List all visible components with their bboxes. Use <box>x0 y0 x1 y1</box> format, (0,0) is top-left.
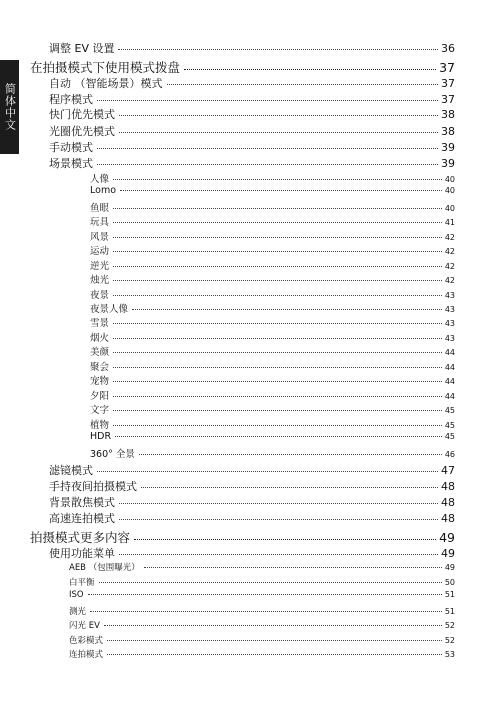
dot-leader <box>113 237 442 238</box>
toc-entry-title: 烛光 <box>90 275 110 286</box>
toc-entry-title: 场景模式 <box>49 157 93 170</box>
toc-entry-page: 43 <box>444 334 455 343</box>
dot-leader <box>113 323 442 324</box>
toc-entry[interactable] <box>69 576 455 588</box>
toc-entry-title: Lomo <box>90 185 117 196</box>
toc-entry[interactable] <box>49 123 455 139</box>
dot-leader <box>119 132 438 133</box>
dot-leader <box>119 115 438 116</box>
toc-entry-page: 48 <box>441 512 455 525</box>
toc-entry-title: 夜景 <box>90 290 110 301</box>
toc-entry-page: 43 <box>444 305 455 314</box>
toc-entry-title: 夕阳 <box>90 391 110 402</box>
toc-entry-page: 52 <box>444 621 455 630</box>
dot-leader <box>113 410 442 411</box>
toc-entry[interactable] <box>69 605 455 617</box>
toc-entry-title: 人像 <box>90 174 110 185</box>
toc-entry-title: 鱼眼 <box>90 203 110 214</box>
toc-entry-page: 44 <box>444 348 455 357</box>
toc-entry-page: 37 <box>439 60 455 75</box>
toc-entry-title: 连拍模式 <box>69 650 104 660</box>
toc-entry-page: 42 <box>444 262 455 271</box>
dot-leader <box>113 280 442 281</box>
toc-entry-title: 360° 全景 <box>90 449 135 460</box>
toc-entry-page: 44 <box>444 363 455 372</box>
toc-entry[interactable] <box>90 272 455 286</box>
toc-entry[interactable] <box>90 287 455 301</box>
toc-entry-page: 48 <box>441 496 455 509</box>
toc-entry-page: 51 <box>444 607 455 616</box>
toc-entry-title: 夜景人像 <box>90 304 129 315</box>
dot-leader <box>144 567 442 568</box>
dot-leader <box>134 539 436 540</box>
dot-leader <box>99 582 442 583</box>
toc-entry[interactable] <box>49 510 455 526</box>
dot-leader <box>97 471 438 472</box>
toc-entry-title: 美颜 <box>90 347 110 358</box>
dot-leader <box>113 338 442 339</box>
toc-entry-title: 光圈优先模式 <box>49 125 115 138</box>
dot-leader <box>113 295 442 296</box>
toc-entry-page: 38 <box>441 108 455 121</box>
toc-entry-title: 背景散焦模式 <box>49 496 115 509</box>
dot-leader <box>119 503 438 504</box>
toc-entry-title: 手动模式 <box>49 141 93 154</box>
dot-leader <box>113 425 442 426</box>
toc-entry-page: 48 <box>441 480 455 493</box>
dot-leader <box>113 396 442 397</box>
toc-entry-title: 色彩模式 <box>69 636 104 646</box>
toc-entry-page: 40 <box>444 204 455 213</box>
dot-leader <box>113 222 442 223</box>
toc-entry-page: 46 <box>444 450 455 459</box>
toc-entry-title: 手持夜间拍摄模式 <box>49 480 137 493</box>
toc-entry[interactable] <box>90 171 455 185</box>
toc-entry-page: 41 <box>444 218 455 227</box>
dot-leader <box>139 454 442 455</box>
toc-entry[interactable] <box>90 417 455 431</box>
toc-entry[interactable] <box>49 40 455 56</box>
toc-entry-page: 51 <box>444 590 455 599</box>
dot-leader <box>120 190 442 191</box>
toc-entry-page: 42 <box>444 233 455 242</box>
toc-entry-title: 文字 <box>90 405 110 416</box>
toc-entry-page: 36 <box>441 42 455 55</box>
dot-leader <box>88 594 442 595</box>
dot-leader <box>97 164 438 165</box>
toc-entry[interactable] <box>30 58 455 76</box>
dot-leader <box>113 367 442 368</box>
toc-entry[interactable] <box>90 446 455 460</box>
toc-entry[interactable] <box>90 200 455 214</box>
toc-entry[interactable] <box>49 545 455 561</box>
dot-leader <box>97 100 438 101</box>
toc-entry-title: 在拍摄模式下使用模式拨盘 <box>30 60 181 75</box>
toc-entry-page: 53 <box>444 650 455 659</box>
dot-leader <box>90 611 442 612</box>
dot-leader <box>119 554 438 555</box>
dot-leader <box>113 266 442 267</box>
toc-entry[interactable] <box>90 359 455 373</box>
toc-entry-page: 42 <box>444 247 455 256</box>
toc-entry-title: 风景 <box>90 232 110 243</box>
toc-entry-page: 49 <box>444 563 455 572</box>
dot-leader <box>107 640 442 641</box>
toc-entry-page: 40 <box>444 186 455 195</box>
dot-leader <box>113 251 442 252</box>
dot-leader <box>113 208 442 209</box>
toc-entry-title: ISO <box>69 590 84 600</box>
toc-entry[interactable] <box>49 462 455 478</box>
toc-entry-title: 滤镜模式 <box>49 464 93 477</box>
toc-entry-title: 玩具 <box>90 217 110 228</box>
toc-entry[interactable] <box>90 330 455 344</box>
dot-leader <box>184 69 436 70</box>
toc-entry-title: 自动 （智能场景）模式 <box>49 77 163 90</box>
toc-entry-page: 45 <box>444 421 455 430</box>
toc-entry-page: 39 <box>441 157 455 170</box>
dot-leader <box>118 49 438 50</box>
toc-entry-title: HDR <box>90 431 112 442</box>
dot-leader <box>107 654 442 655</box>
toc-entry[interactable] <box>90 373 455 387</box>
toc-entry[interactable] <box>69 590 455 600</box>
toc-entry[interactable] <box>90 258 455 272</box>
toc-entry[interactable] <box>49 478 455 494</box>
toc-entry[interactable] <box>49 91 455 107</box>
toc-entry-title: 测光 <box>69 607 87 617</box>
toc-entry[interactable] <box>49 494 455 510</box>
dot-leader <box>113 179 442 180</box>
toc-entry[interactable] <box>90 301 455 315</box>
dot-leader <box>115 436 442 437</box>
dot-leader <box>113 381 442 382</box>
toc-entry-page: 47 <box>441 464 455 477</box>
toc-entry[interactable] <box>90 214 455 228</box>
toc-entry-title: 使用功能菜单 <box>49 547 115 560</box>
toc-entry[interactable] <box>90 402 455 416</box>
dot-leader <box>104 625 442 626</box>
toc-entry[interactable] <box>49 139 455 155</box>
toc-entry-page: 52 <box>444 636 455 645</box>
toc-entry[interactable] <box>69 561 455 573</box>
toc-entry[interactable] <box>90 344 455 358</box>
toc-entry[interactable] <box>90 388 455 402</box>
dot-leader <box>141 487 438 488</box>
dot-leader <box>167 84 439 85</box>
toc-entry-title: 宠物 <box>90 376 110 387</box>
toc-entry-page: 45 <box>444 406 455 415</box>
toc-entry-page: 39 <box>441 141 455 154</box>
dot-leader <box>119 519 438 520</box>
toc-entry-page: 50 <box>444 578 455 587</box>
toc-entry-page: 42 <box>444 276 455 285</box>
toc-entry[interactable] <box>90 431 455 442</box>
toc-entry[interactable] <box>49 106 455 122</box>
toc-entry-page: 37 <box>441 93 455 106</box>
toc-entry-page: 45 <box>444 432 455 441</box>
toc-entry[interactable] <box>90 229 455 243</box>
toc-entry[interactable] <box>69 648 455 660</box>
toc-entry-page: 49 <box>441 547 455 560</box>
dot-leader <box>97 148 438 149</box>
toc-entry[interactable] <box>69 619 455 631</box>
toc-entry-page: 43 <box>444 291 455 300</box>
toc-entry-title: AEB （包围曝光） <box>69 563 140 573</box>
toc-entry-title: 逆光 <box>90 261 110 272</box>
toc-entry[interactable] <box>90 185 455 196</box>
toc-entry-title: 运动 <box>90 246 110 257</box>
toc-entry-title: 白平衡 <box>69 578 95 588</box>
toc-entry-page: 38 <box>441 125 455 138</box>
toc-entry[interactable] <box>69 634 455 646</box>
toc-entry-title: 高速连拍模式 <box>49 512 115 525</box>
dot-leader <box>132 309 442 310</box>
toc-entry-page: 40 <box>444 175 455 184</box>
toc-entry[interactable] <box>49 75 455 91</box>
toc-entry[interactable] <box>90 315 455 329</box>
toc-entry-title: 植物 <box>90 420 110 431</box>
toc-entry-page: 44 <box>444 377 455 386</box>
toc-entry-page: 49 <box>439 530 455 545</box>
toc-entry-title: 聚会 <box>90 362 110 373</box>
toc-entry-page: 43 <box>444 319 455 328</box>
toc-entry-title: 雪景 <box>90 318 110 329</box>
toc-entry-title: 烟火 <box>90 333 110 344</box>
toc-entry[interactable] <box>90 243 455 257</box>
toc-entry-title: 闪光 EV <box>69 621 100 631</box>
dot-leader <box>113 352 442 353</box>
toc-entry-title: 快门优先模式 <box>49 108 115 121</box>
toc-entry-title: 调整 EV 设置 <box>49 42 115 55</box>
toc-entry[interactable] <box>49 155 455 171</box>
toc-entry-title: 拍摄模式更多内容 <box>30 530 131 545</box>
toc-entry-title: 程序模式 <box>49 93 93 106</box>
toc-entry-page: 44 <box>444 392 455 401</box>
toc-entry[interactable] <box>30 528 455 546</box>
toc-entry-page: 37 <box>441 77 455 90</box>
language-tab: 简体中文 <box>0 60 19 154</box>
